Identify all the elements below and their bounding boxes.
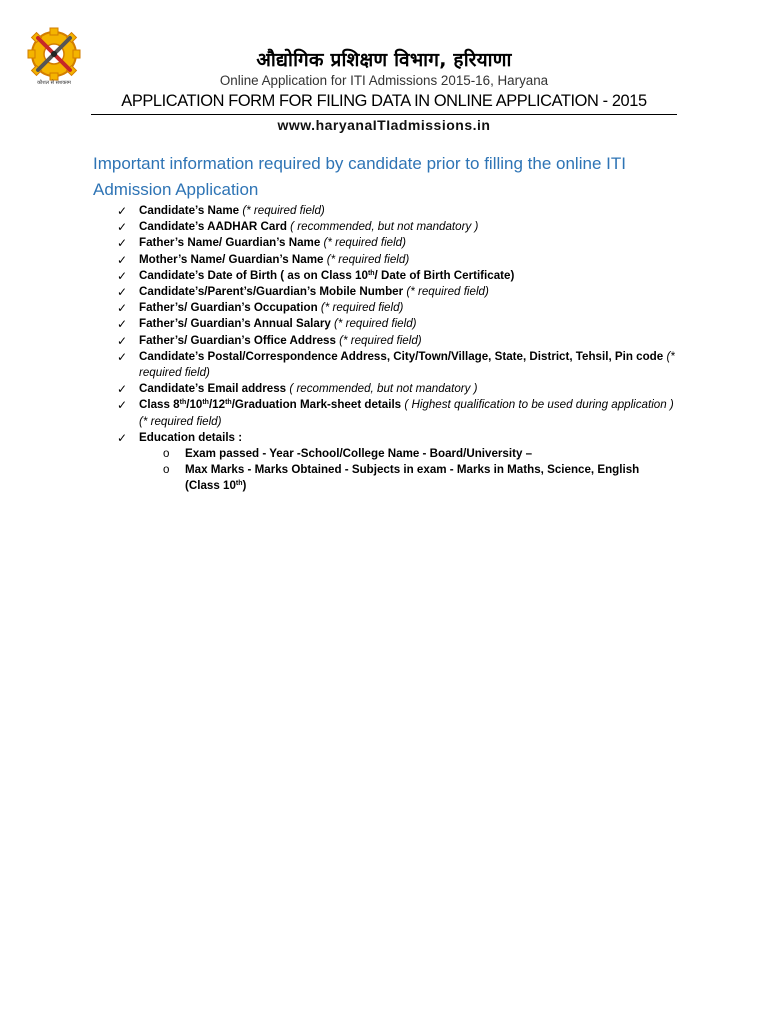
checkmark-icon: ✓ — [117, 333, 128, 348]
sub-list-item: o Exam passed - Year -School/College Name - Board/University – — [163, 446, 677, 462]
checkmark-icon: ✓ — [117, 236, 128, 251]
checkmark-icon: ✓ — [117, 220, 128, 235]
education-details-list — [139, 446, 677, 495]
list-item: ✓ Candidate’s Date of Birth ( as on Class 10th/ Date of Birth Certificate) — [117, 268, 515, 283]
list-item-education: ✓ Education details : o Exam passed - Year -School/College Name - Board/University – o Max Marks - Marks Obtained - Subjects in exam - Marks in Maths, Science, English (Class 10th) — [117, 430, 677, 495]
required-info-list — [117, 203, 677, 495]
bullet-icon: o — [163, 463, 170, 477]
subtitle: Online Application for ITI Admissions 2015-16, Haryana — [219, 73, 549, 88]
list-item: ✓ Candidate’s Email address ( recommended, but not mandatory ) — [117, 382, 478, 397]
checkmark-icon: ✓ — [117, 285, 128, 300]
checkmark-icon: ✓ — [117, 398, 128, 413]
checkmark-icon: ✓ — [117, 268, 128, 283]
info-heading: Important information required by candidate prior to filling the online ITI Admission Application — [93, 154, 626, 199]
header-divider — [91, 114, 677, 115]
checkmark-icon: ✓ — [117, 430, 128, 445]
hindi-department-title: औद्योगिक प्रशिक्षण विभाग, हरियाणा — [256, 49, 512, 71]
website-link[interactable]: www.haryanaITIadmissions.in — [277, 117, 491, 133]
list-item: ✓ Candidate’s/Parent’s/Guardian’s Mobile Number (* required field) — [117, 285, 489, 300]
list-item: ✓ Candidate’s Name (* required field) — [117, 204, 325, 218]
sub-list-item: o Max Marks - Marks Obtained - Subjects in exam - Marks in Maths, Science, English (Class 10th) — [163, 463, 640, 493]
list-item: ✓ Father’s/ Guardian’s Occupation (* required field) — [117, 301, 404, 316]
list-item: ✓ Father’s/ Guardian’s Office Address (* required field) — [117, 333, 422, 348]
checkmark-icon: ✓ — [117, 317, 128, 332]
form-title: APPLICATION FORM FOR FILING DATA IN ONLINE APPLICATION - 2015 — [121, 92, 647, 110]
checkmark-icon: ✓ — [117, 301, 128, 316]
list-item: ✓ Father’s/ Guardian’s Annual Salary (* required field) — [117, 317, 417, 332]
list-item: ✓ Father’s Name/ Guardian’s Name (* required field) — [117, 236, 406, 251]
logo-caption: कौशल से सशक्तम — [37, 80, 71, 86]
checkmark-icon: ✓ — [117, 382, 128, 397]
list-item: ✓ Candidate’s Postal/Correspondence Address, City/Town/Village, State, District, Tehsil, Pin code (* required field) — [117, 349, 675, 380]
checkmark-icon: ✓ — [117, 349, 128, 364]
list-item: ✓ Mother’s Name/ Guardian’s Name (* required field) — [117, 252, 410, 267]
checkmark-icon: ✓ — [117, 252, 128, 267]
list-item: ✓ Class 8th/10th/12th/Graduation Mark-sheet details ( Highest qualification to be used during application ) (* required field) — [117, 398, 674, 428]
checkmark-icon: ✓ — [117, 204, 128, 218]
list-item: ✓ Candidate’s AADHAR Card ( recommended, but not mandatory ) — [117, 220, 479, 235]
bullet-icon: o — [163, 447, 170, 461]
